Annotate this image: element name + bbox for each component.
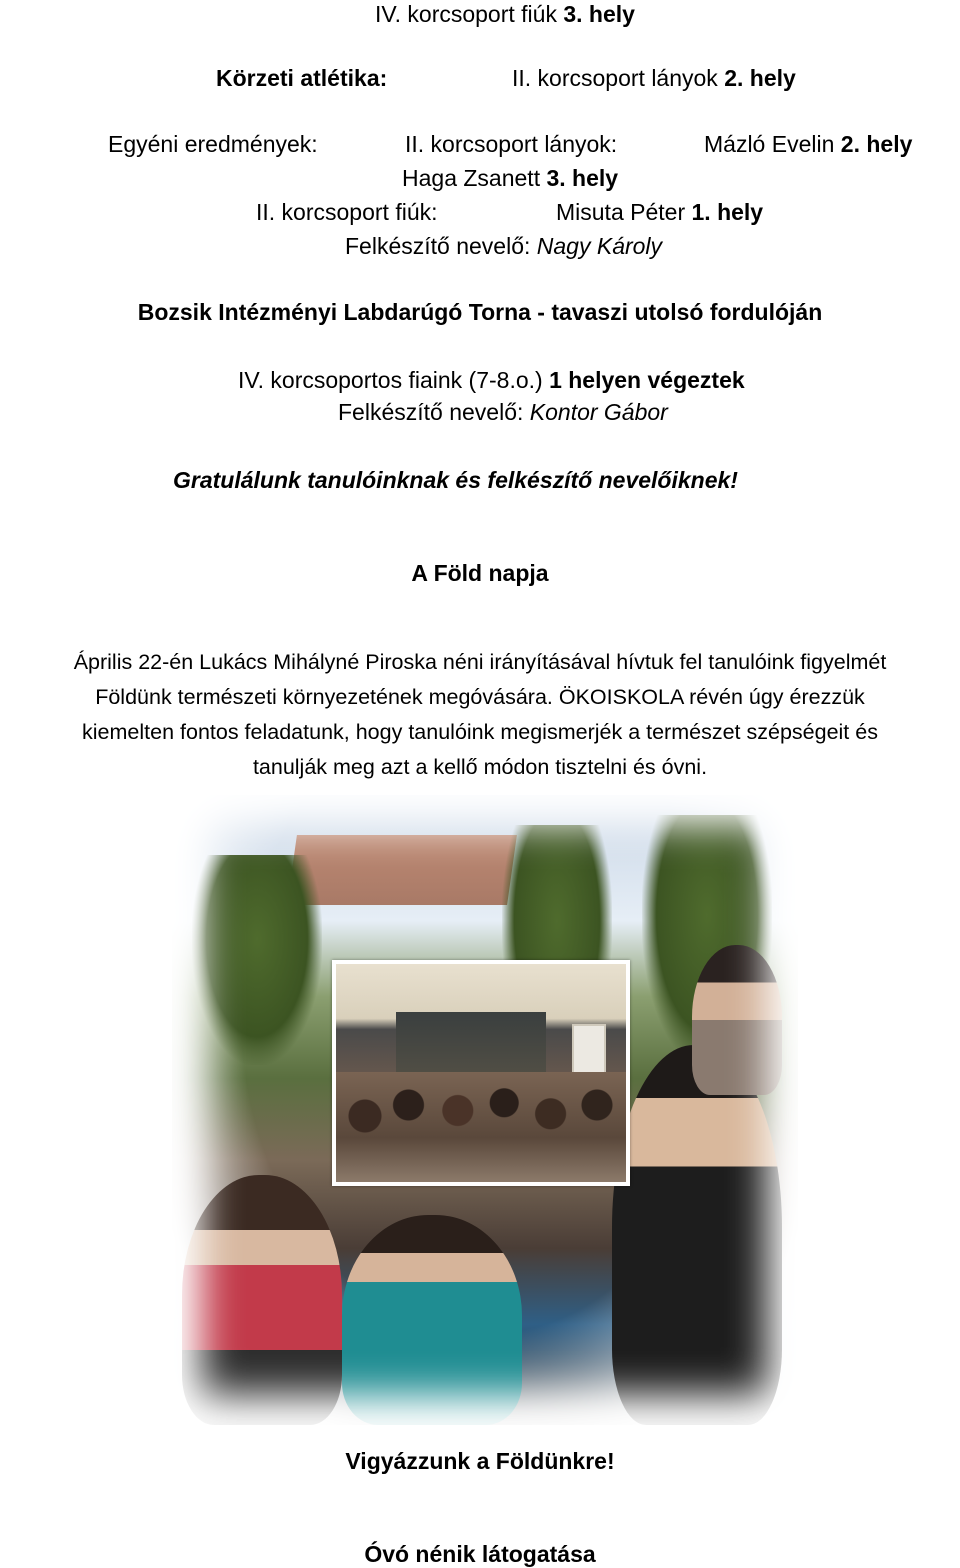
congrats-line: Gratulálunk tanulóinknak és felkészítő nevelőiknek!: [173, 467, 738, 493]
bozsik-result: IV. korcsoportos fiaink (7-8.o.) 1 helyen végeztek: [238, 367, 745, 393]
next-section-heading: Óvó nénik látogatása: [364, 1541, 596, 1567]
egyeni-category-girls: II. korcsoport lányok:: [405, 131, 618, 157]
egyeni-result-3: Misuta Péter 1. hely: [556, 199, 764, 225]
korzeti-label: Körzeti atlétika:: [216, 65, 388, 91]
egyeni-result-2: Haga Zsanett 3. hely: [402, 165, 619, 191]
fold-paragraph-line-4: tanulják meg azt a kellő módon tisztelni és óvni.: [252, 755, 708, 779]
bozsik-title: Bozsik Intézményi Labdarúgó Torna - tavaszi utolsó fordulóján: [137, 299, 823, 325]
photo-student-1: [182, 1175, 342, 1425]
egyeni-category-boys: II. korcsoport fiúk:: [256, 199, 438, 225]
fold-paragraph-line-2: Földünk természeti környezetének megóvására. ÖKOISKOLA révén úgy érezzük: [95, 685, 865, 709]
fold-heading: A Föld napja: [411, 560, 549, 586]
fold-paragraph: [0, 645, 960, 785]
indoor-photo-crowd: [336, 1072, 626, 1182]
korzeti-value: II. korcsoport lányok 2. hely: [512, 65, 796, 91]
egyeni-label: Egyéni eredmények:: [108, 131, 318, 157]
top-result-line: [375, 0, 635, 28]
slogan: Vigyázzunk a Földünkre!: [345, 1448, 615, 1474]
indoor-photo: [332, 960, 630, 1186]
photo-student-4: [692, 945, 782, 1095]
photo-tree-left: [192, 855, 322, 1065]
egyeni-result-1: Mázló Evelin 2. hely: [704, 131, 913, 157]
fold-paragraph-line-1: Április 22-én Lukács Mihályné Piroska néni irányításával hívtuk fel tanulóink figyelmét: [73, 650, 887, 674]
top-result-category: IV. korcsoport fiúk: [375, 1, 564, 27]
earth-day-photo-collage: [172, 795, 798, 1425]
photo-student-3: [612, 1045, 782, 1425]
top-result-place: 3. hely: [563, 1, 635, 27]
photo-student-2: [342, 1215, 522, 1425]
egyeni-coach: Felkészítő nevelő: Nagy Károly: [345, 233, 663, 259]
fold-paragraph-line-3: kiemelten fontos feladatunk, hogy tanulóink megismerjék a természet szépségeit és: [82, 720, 878, 744]
bozsik-coach: Felkészítő nevelő: Kontor Gábor: [338, 399, 668, 425]
